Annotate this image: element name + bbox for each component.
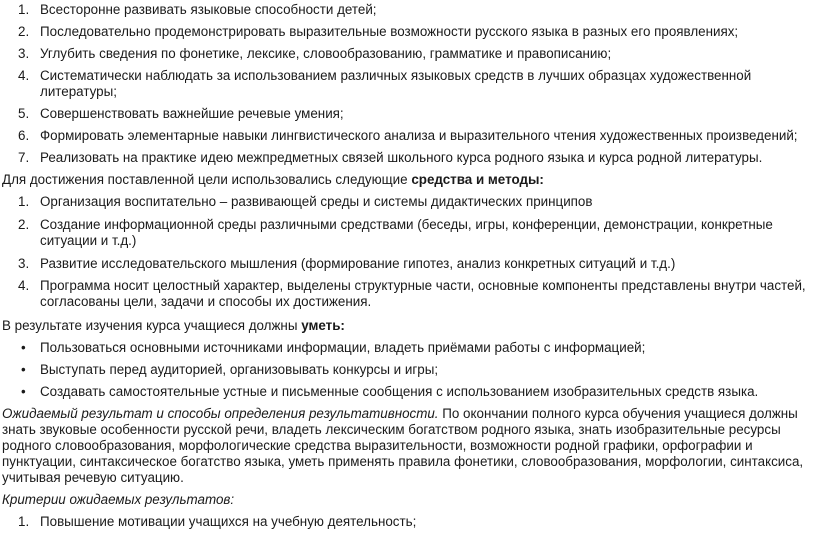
skills-item-text: Выступать перед аудиторией, организовывать конкурсы и игры;: [40, 362, 439, 377]
goals-item-text: Последовательно продемонстрировать выразительные возможности русского языка в разных его проявлениях;: [40, 24, 739, 39]
goals-item-text: Углубить сведения по фонетике, лексике, словообразованию, грамматике и правописанию;: [40, 46, 612, 61]
means-item-text: Развитие исследовательского мышления (формирование гипотез, анализ конкретных ситуаций и т.д.): [40, 256, 676, 271]
means-intro-text: Для достижения поставленной цели использовались следующие: [2, 172, 412, 187]
skills-item-text: Пользоваться основными источниками информации, владеть приёмами работы с информацией;: [40, 340, 646, 355]
criteria-heading: [2, 492, 812, 508]
goals-item-text: Совершенствовать важнейшие речевые умения;: [40, 106, 344, 121]
list-number: 4.: [18, 68, 30, 83]
list-number: 6.: [18, 128, 30, 143]
goals-item-text: Реализовать на практике идею межпредметных связей школьного курса родного языка и курса родной литературы.: [40, 150, 763, 165]
expected-results-text: По окончании полного курса обучения учащиеся должны знать звуковые особенности русской речи, владеть лексическим богатством родного языка, знать изобразительные ресурсы родного словообразования, морфологические средства выразительности, возможности родной графики, орфографии и пунктуации, синтаксическое богатство языка, уметь применять правила фонетики, словообразования, морфологии, синтаксиса, учитывая речевую ситуацию.: [2, 406, 804, 485]
skills-intro-bold: уметь:: [301, 318, 345, 333]
list-number: 1.: [18, 2, 30, 17]
goals-item-text: Формировать элементарные навыки лингвистического анализа и выразительного чтения художественных произведений;: [40, 128, 798, 143]
expected-results-heading: Ожидаемый результат и способы определения результативности.: [2, 406, 439, 421]
skills-intro-text: В результате изучения курса учащиеся должны: [2, 318, 302, 333]
means-item-text: Организация воспитательно – развивающей среды и системы дидактических принципов: [40, 194, 593, 209]
skills-item-text: Создавать самостоятельные устные и письменные сообщения с использованием изобразительных средств языка.: [40, 384, 759, 399]
means-intro-bold: средства и методы:: [411, 172, 544, 187]
criteria-heading-text: Критерии ожидаемых результатов:: [2, 492, 235, 507]
list-number: 5.: [18, 106, 30, 121]
bullet-icon: •: [21, 362, 26, 377]
goals-item-text: Всесторонне развивать языковые способности детей;: [40, 2, 377, 17]
list-number: 3.: [18, 46, 30, 61]
list-number: 1.: [18, 514, 30, 529]
expected-results-paragraph: [2, 406, 812, 486]
list-number: 2.: [18, 217, 30, 232]
list-number: 2.: [18, 24, 30, 39]
goals-item-text: Систематически наблюдать за использованием различных языковых средств в лучших образцах художественной литературы;: [40, 68, 752, 99]
bullet-icon: •: [21, 384, 26, 399]
criteria-item-text: Повышение мотивации учащихся на учебную деятельность;: [40, 514, 417, 529]
means-item-text: Программа носит целостный характер, выделены структурные части, основные компоненты представлены внутри частей, согласованы цели, задачи и способы их достижения.: [40, 278, 806, 309]
means-intro: [2, 172, 812, 188]
skills-intro: [2, 318, 812, 334]
means-item-text: Создание информационной среды различными средствами (беседы, игры, конференции, демонстрации, конкретные ситуации и т.д.): [40, 217, 773, 248]
list-number: 1.: [18, 194, 30, 209]
list-number: 3.: [18, 256, 30, 271]
list-number: 4.: [18, 278, 30, 293]
list-number: 7.: [18, 150, 30, 165]
bullet-icon: •: [21, 340, 26, 355]
